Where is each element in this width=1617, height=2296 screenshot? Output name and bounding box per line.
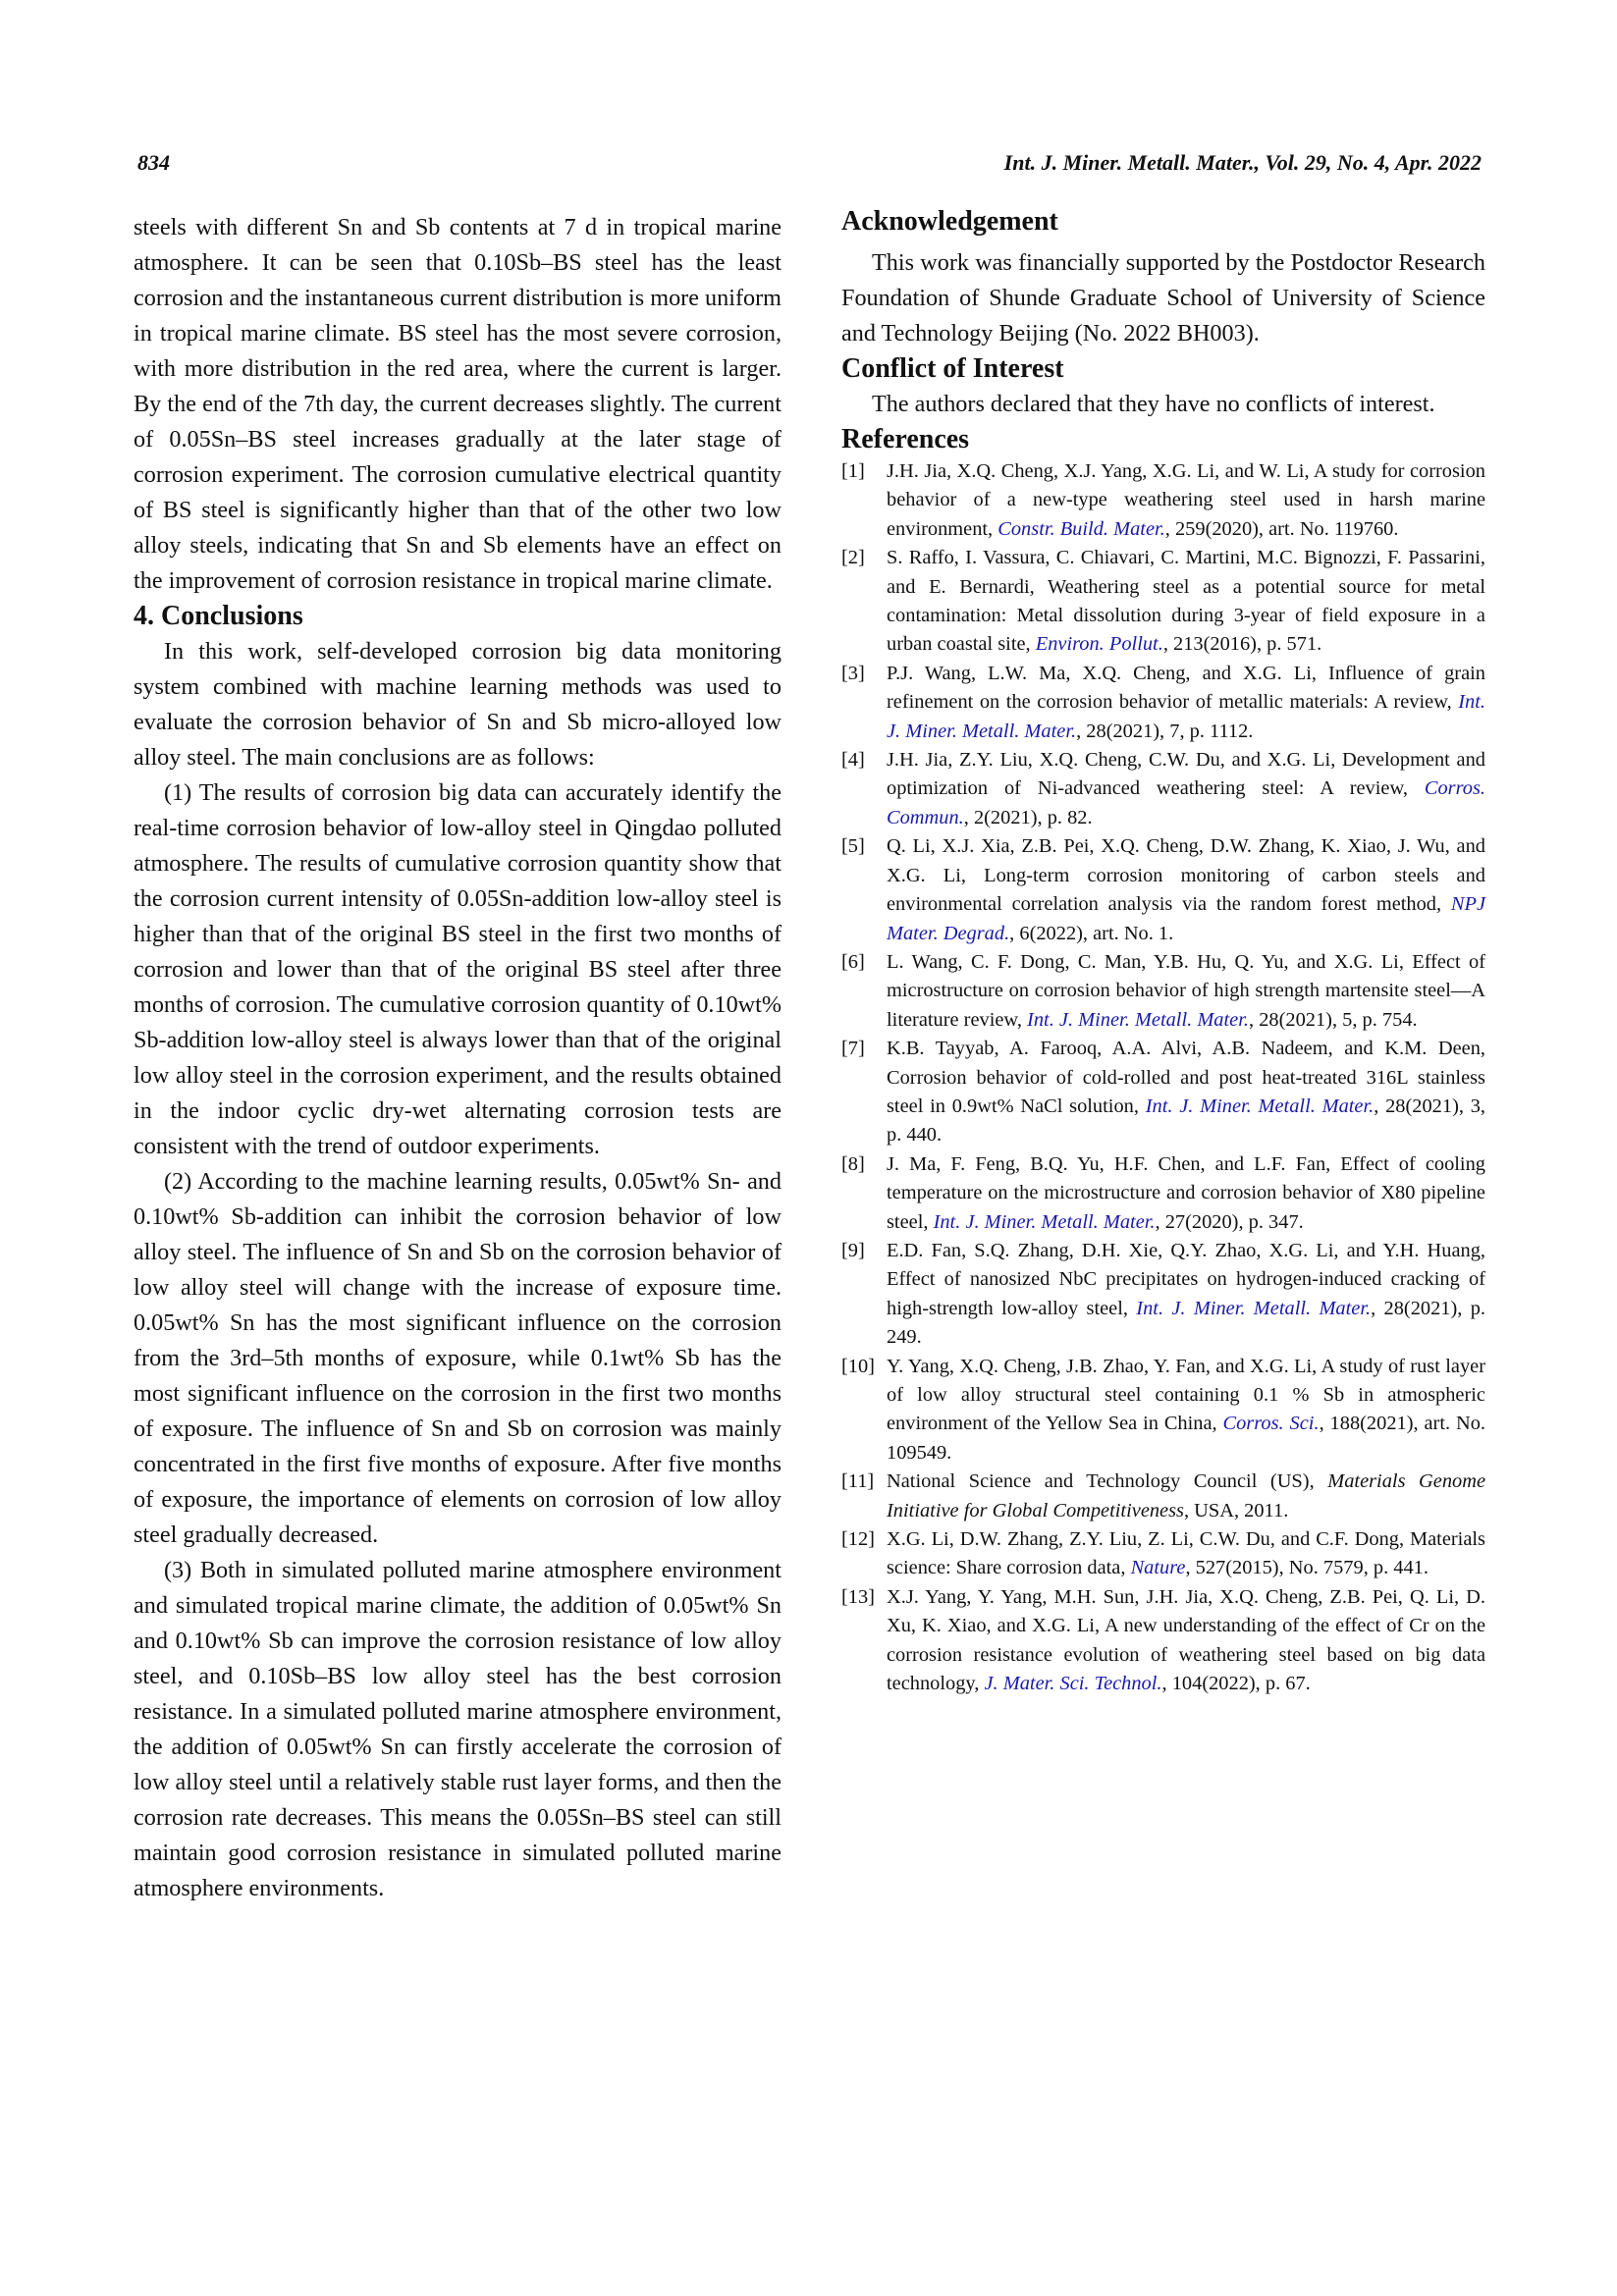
reference-details: , 28(2021), 5, p. 754. — [1249, 1008, 1418, 1031]
reference-text: J.H. Jia, Z.Y. Liu, X.Q. Cheng, C.W. Du, and X.G. Li, Development and optimization of Ni-advanced weathering steel: A review, — [887, 749, 1485, 800]
reference-item — [841, 1468, 1485, 1525]
reference-text: S. Raffo, I. Vassura, C. Chiavari, C. Martini, M.C. Bignozzi, F. Passarini, and E. Bernardi, Weathering steel as a potential source for metal contamination: Metal dissolution during 3-year of field exposure in a urban coastal site, — [887, 547, 1485, 656]
reference-item — [841, 457, 1485, 544]
reference-details: , 213(2016), p. 571. — [1162, 633, 1322, 656]
reference-item — [841, 1525, 1485, 1583]
reference-text: J. Ma, F. Feng, B.Q. Yu, H.F. Chen, and L.F. Fan, Effect of cooling temperature on the microstructure and corrosion behavior of X80 pipeline steel, — [887, 1152, 1485, 1233]
journal-link[interactable]: NPJ Mater. Degrad. — [887, 893, 1485, 944]
conclusions-heading: 4. Conclusions — [134, 601, 303, 631]
reference-text: J.H. Jia, X.Q. Cheng, X.J. Yang, X.G. Li, and W. Li, A study for corrosion behavior of a new-type weathering steel used in harsh marine environment, — [887, 460, 1485, 540]
journal-link[interactable]: Int. J. Miner. Metall. Mater. — [933, 1210, 1156, 1233]
conflict-of-interest-text: The authors declared that they have no conflicts of interest. — [872, 391, 1435, 417]
reference-item — [841, 746, 1485, 832]
reference-details: , 2(2021), p. 82. — [963, 806, 1093, 828]
reference-text: L. Wang, C. F. Dong, C. Man, Y.B. Hu, Q. Yu, and X.G. Li, Effect of microstructure on corrosion behavior of high strength martensite steel—A literature review, — [887, 950, 1485, 1031]
journal-link[interactable]: Corros. Sci. — [1222, 1413, 1320, 1435]
reference-list — [841, 457, 1485, 1698]
reference-text: X.J. Yang, Y. Yang, M.H. Sun, J.H. Jia, X.Q. Cheng, Z.B. Pei, Q. Li, D. Xu, K. Xiao, and X.G. Li, A new understanding of the effect of Cr on the corrosion resistance evolution of weathering steel based on big data technology, — [887, 1585, 1485, 1695]
conclusion-1: (1) The results of corrosion big data can accurately identify the real-time corrosion behavior of low-alloy steel in Qingdao polluted atmosphere. The results of cumulative corrosion quantity show that the corrosion current intensity of 0.05Sn-addition low-alloy steel is higher than that of the original BS steel in the first two months of corrosion and lower than that of the original BS steel after three months of corrosion. The cumulative corrosion quantity of 0.10wt% Sb-addition low-alloy steel is always lower than that of the original low alloy steel in the corrosion experiment, and the results obtained in the indoor cyclic dry-wet alternating corrosion tests are consistent with the trend of outdoor experiments. — [134, 779, 782, 1159]
reference-text: E.D. Fan, S.Q. Zhang, D.H. Xie, Q.Y. Zhao, X.G. Li, and Y.H. Huang, Effect of nanosized NbC precipitates on hydrogen-induced cracking of high-strength low-alloy steel, — [887, 1239, 1485, 1319]
reference-text: National Science and Technology Council (US), — [887, 1470, 1328, 1493]
reference-number: [1] — [841, 460, 865, 482]
reference-item — [841, 1035, 1485, 1150]
reference-details: , 27(2020), p. 347. — [1155, 1210, 1304, 1233]
reference-details: , 6(2022), art. No. 1. — [1009, 922, 1174, 944]
reference-number: [10] — [841, 1355, 875, 1377]
reference-number: [6] — [841, 950, 865, 973]
reference-details: , 28(2021), 3, p. 440. — [887, 1095, 1486, 1147]
journal-link[interactable]: Nature — [1130, 1557, 1186, 1579]
reference-title-italic: Materials Genome Initiative for Global Competitiveness — [887, 1470, 1485, 1522]
reference-number: [3] — [841, 662, 865, 684]
reference-number: [12] — [841, 1528, 875, 1551]
conclusion-3: (3) Both in simulated polluted marine atmosphere environment and simulated tropical marine climate, the addition of 0.05wt% Sn and 0.10wt% Sb can improve the corrosion resistance of low alloy steel, and 0.10Sb–BS low alloy steel has the best corrosion resistance. In a simulated polluted marine atmosphere environment, the addition of 0.05wt% Sn can firstly accelerate the corrosion of low alloy steel until a relatively stable rust layer forms, and then the corrosion rate decreases. This means the 0.05Sn–BS steel can still maintain good corrosion resistance in simulated polluted marine atmosphere environments. — [134, 1557, 782, 1901]
reference-number: [2] — [841, 547, 865, 569]
journal-link[interactable]: Int. J. Miner. Metall. Mater. — [887, 691, 1485, 742]
reference-number: [7] — [841, 1038, 865, 1060]
reference-details: , 188(2021), art. No. 109549. — [887, 1413, 1485, 1464]
reference-item — [841, 660, 1485, 746]
reference-text: P.J. Wang, L.W. Ma, X.Q. Cheng, and X.G. Li, Influence of grain refinement on the corrosion behavior of metallic materials: A review, — [887, 662, 1485, 714]
right-column — [841, 206, 1486, 1698]
journal-link[interactable]: J. Mater. Sci. Technol. — [984, 1673, 1162, 1695]
references-heading: References — [841, 424, 970, 454]
reference-details: , 28(2021), p. 249. — [887, 1297, 1485, 1349]
reference-number: [13] — [841, 1585, 875, 1608]
reference-number: [8] — [841, 1152, 865, 1175]
conclusions-intro: In this work, self-developed corrosion big data monitoring system combined with machine learning methods was used to evaluate the corrosion behavior of Sn and Sb micro-alloyed low alloy steel. The main conclusions are as follows: — [134, 638, 782, 771]
acknowledgement-text: This work was financially supported by the Postdoctor Research Foundation of Shunde Graduate School of University of Science and Technology Beijing (No. 2022 BH003). — [841, 249, 1485, 347]
reference-text: K.B. Tayyab, A. Farooq, A.A. Alvi, A.B. Nadeem, and K.M. Deen, Corrosion behavior of cold-rolled and post heat-treated 316L stainless steel in 0.9wt% NaCl solution, — [887, 1038, 1485, 1117]
acknowledgement-heading: Acknowledgement — [841, 206, 1058, 237]
reference-text: Y. Yang, X.Q. Cheng, J.B. Zhao, Y. Fan, and X.G. Li, A study of rust layer of low alloy structural steel containing 0.1 % Sb in atmospheric environment of the Yellow Sea in China, — [887, 1355, 1485, 1435]
reference-details: , 259(2020), art. No. 119760. — [1164, 517, 1399, 540]
reference-item — [841, 832, 1485, 948]
reference-number: [5] — [841, 835, 865, 858]
left-column — [134, 210, 782, 1906]
reference-number: [9] — [841, 1239, 865, 1261]
conflict-of-interest-heading: Conflict of Interest — [841, 353, 1064, 384]
reference-item — [841, 544, 1485, 660]
reference-text: Q. Li, X.J. Xia, Z.B. Pei, X.Q. Cheng, D.W. Zhang, K. Xiao, J. Wu, and X.G. Li, Long-term corrosion monitoring of carbon steels and environmental correlation analysis via the random forest method, — [887, 835, 1485, 916]
journal-link[interactable]: Int. J. Miner. Metall. Mater. — [1145, 1095, 1374, 1117]
reference-details: , 28(2021), 7, p. 1112. — [1076, 720, 1254, 742]
reference-item — [841, 1150, 1485, 1237]
running-head: Int. J. Miner. Metall. Mater., Vol. 29, No. 4, Apr. 2022 — [1003, 150, 1482, 175]
continued-paragraph: steels with different Sn and Sb contents at 7 d in tropical marine atmosphere. It can be seen that 0.10Sb–BS steel has the least corrosion and the instantaneous current distribution is more uniform in tropical marine climate. BS steel has the most severe corrosion, with more distribution in the red area, where the current is larger. By the end of the 7th day, the current decreases slightly. The current of 0.05Sn–BS steel increases gradually at the later stage of corrosion experiment. The corrosion cumulative electrical quantity of BS steel is significantly higher than that of the other two low alloy steels, indicating that Sn and Sb elements have an effect on the improvement of corrosion resistance in tropical marine climate. — [134, 214, 782, 594]
reference-item — [841, 1583, 1485, 1699]
reference-details: , 527(2015), No. 7579, p. 441. — [1185, 1557, 1428, 1579]
journal-link[interactable]: Int. J. Miner. Metall. Mater. — [1027, 1008, 1249, 1031]
journal-link[interactable]: Int. J. Miner. Metall. Mater. — [1136, 1297, 1372, 1319]
reference-number: [11] — [841, 1470, 875, 1493]
reference-details: , 104(2022), p. 67. — [1161, 1673, 1311, 1695]
reference-item — [841, 948, 1485, 1035]
page-number: 834 — [137, 150, 170, 175]
reference-number: [4] — [841, 749, 865, 772]
reference-details: , USA, 2011. — [1183, 1499, 1289, 1522]
conclusion-2: (2) According to the machine learning results, 0.05wt% Sn- and 0.10wt% Sb-addition can inhibit the corrosion behavior of low alloy steel. The influence of Sn and Sb on the corrosion behavior of low alloy steel will change with the increase of exposure time. 0.05wt% Sn has the most significant influence on the corrosion from the 3rd–5th months of exposure, while 0.1wt% Sb has the most significant influence on the corrosion in the first two months of exposure. The influence of Sn and Sb on corrosion was mainly concentrated in the first five months of exposure. After five months of exposure, the importance of elements on corrosion of low alloy steel gradually decreased. — [134, 1168, 782, 1548]
journal-link[interactable]: Corros. Commun. — [887, 777, 1485, 828]
journal-link[interactable]: Constr. Build. Mater. — [997, 517, 1165, 540]
reference-item — [841, 1237, 1485, 1353]
reference-item — [841, 1353, 1485, 1468]
reference-text: X.G. Li, D.W. Zhang, Z.Y. Liu, Z. Li, C.W. Du, and C.F. Dong, Materials science: Share corrosion data, — [887, 1528, 1485, 1579]
journal-link[interactable]: Environ. Pollut. — [1035, 633, 1163, 656]
